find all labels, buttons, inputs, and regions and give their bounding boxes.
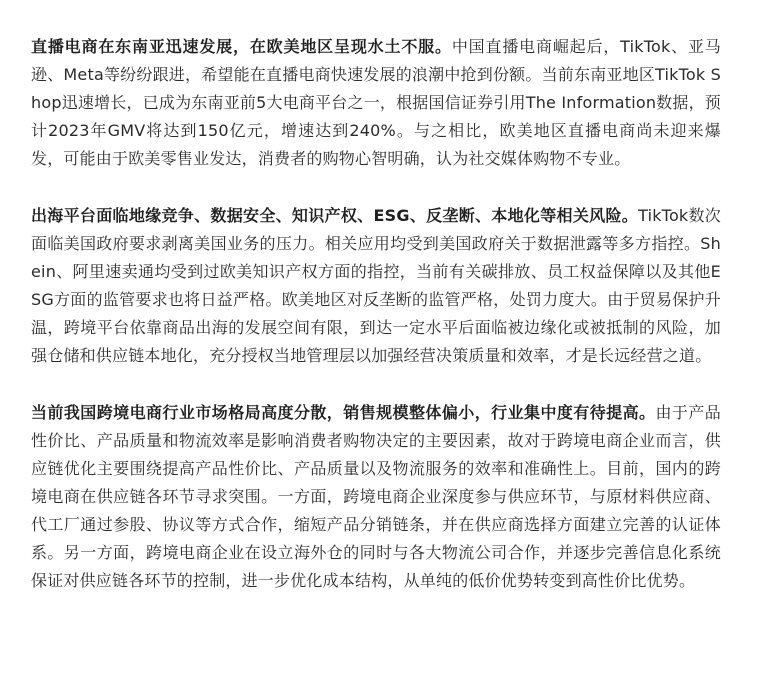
article-body [31, 33, 721, 595]
paragraph-text: 由于产品性价比、产品质量和物流效率是影响消费者购物决定的主要因素，故对于跨境电商企业而言，供应链优化主要围绕提高产品性价比、产品质量以及物流服务的效率和准确性上。目前，国内的跨境电商在供应链各环节寻求突围。一方面，跨境电商企业深度参与供应环节，与原材料供应商、代工厂通过参股、协议等方式合作，缩短产品分销链条，并在供应商选择方面建立完善的认证体系。另一方面，跨境电商企业在设立海外仓的同时与各大物流公司合作，并逐步完善信息化系统保证对供应链各环节的控制，进一步优化成本结构，从单纯的低价优势转变到高性价比优势。 [31, 403, 721, 590]
paragraph-text: TikTok数次面临美国政府要求剥离美国业务的压力。相关应用均受到美国政府关于数据泄露等多方指控。Shein、阿里速卖通均受到过欧美知识产权方面的指控，当前有关碳排放、员工权益保障以及其他ESG方面的监管要求也将日益严格。欧美地区对反垄断的监管严格，处罚力度大。由于贸易保护升温，跨境平台依靠商品出海的发展空间有限，到达一定水平后面临被边缘化或被抵制的风险，加强仓储和供应链本地化，充分授权当地管理层以加强经营决策质量和效率，才是长远经营之道。 [31, 206, 722, 365]
paragraph-text: 中国直播电商崛起后，TikTok、亚马逊、Meta等纷纷跟进，希望能在直播电商快速发展的浪潮中抢到份额。当前东南亚地区TikTok Shop迅速增长，已成为东南亚前5大电商平台之一，根据国信证券引用The Information数据，预计2023年GMV将达到150亿元，增速达到240%。与之相比，欧美地区直播电商尚未迎来爆发，可能由于欧美零售业发达，消费者的购物心智明确，认为社交媒体购物不专业。 [31, 37, 721, 168]
paragraph-market-structure [31, 399, 721, 595]
paragraph-heading: 当前我国跨境电商行业市场格局高度分散，销售规模整体偏小，行业集中度有待提高。 [31, 403, 656, 422]
paragraph-overseas-risks [31, 202, 721, 370]
paragraph-live-commerce [31, 33, 721, 173]
paragraph-heading: 直播电商在东南亚迅速发展，在欧美地区呈现水土不服。 [31, 37, 452, 56]
paragraph-heading: 出海平台面临地缘竞争、数据安全、知识产权、ESG、反垄断、本地化等相关风险。 [31, 206, 639, 225]
